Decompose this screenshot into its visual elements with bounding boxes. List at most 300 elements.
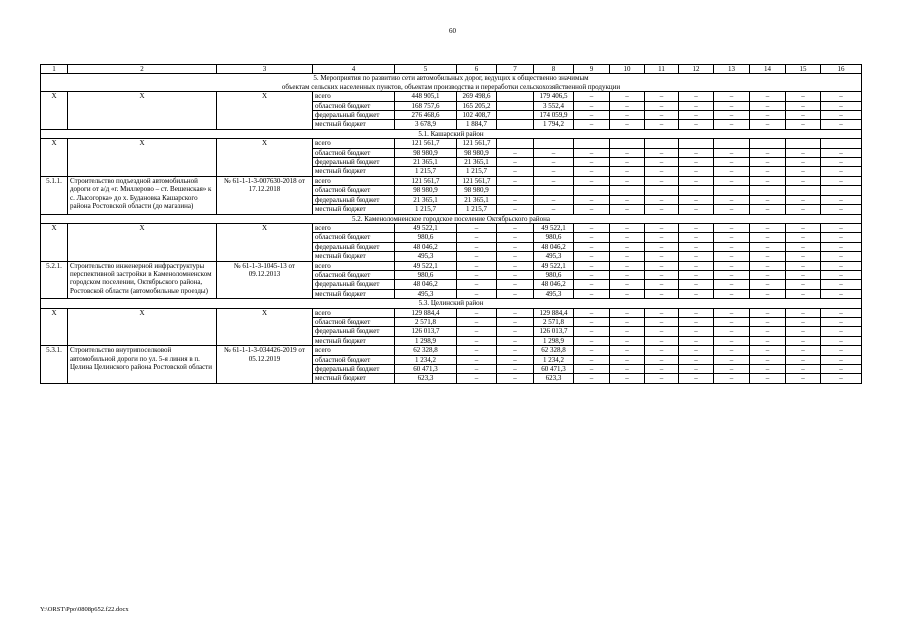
value-cell: – [786,336,821,345]
value-cell: 126 013,7 [395,327,457,336]
value-cell: – [679,336,714,345]
value-cell: – [610,289,645,298]
value-cell: – [610,176,645,185]
value-cell: – [714,289,750,298]
funding-source: местный бюджет [313,374,395,383]
item-name: Х [68,223,217,261]
value-cell: – [786,270,821,279]
value-cell: – [645,120,679,129]
value-cell: – [821,148,862,157]
value-cell: – [534,176,574,185]
value-cell: – [821,355,862,364]
value-cell [750,139,786,148]
value-cell: – [679,111,714,120]
page-number: 60 [449,27,456,35]
value-cell [645,139,679,148]
value-cell: – [574,205,610,214]
value-cell: 623,3 [395,374,457,383]
value-cell: – [750,252,786,261]
value-cell: – [679,374,714,383]
value-cell: – [645,158,679,167]
value-cell: – [786,111,821,120]
value-cell: – [534,195,574,204]
value-cell: – [457,270,497,279]
value-cell: – [534,167,574,176]
section-title-line: 5. Мероприятия по развитию сети автомобильных дорог, ведущих к общественно значимым [313,74,589,83]
value-cell [679,186,714,195]
value-cell: 448 905,1 [395,92,457,101]
value-cell: 48 046,2 [534,242,574,251]
value-cell: – [786,205,821,214]
value-cell: 62 328,8 [534,346,574,355]
value-cell: – [574,101,610,110]
value-cell: – [750,317,786,326]
item-number: 5.1.1. [41,176,68,214]
value-cell: – [457,365,497,374]
value-cell: 174 059,9 [534,111,574,120]
value-cell: – [821,346,862,355]
value-cell: – [457,346,497,355]
value-cell: 1 298,9 [395,336,457,345]
funding-source: областной бюджет [313,148,395,157]
value-cell: – [497,252,534,261]
value-cell: – [786,365,821,374]
value-cell: – [679,101,714,110]
table-row [41,176,862,185]
value-cell: 3 552,4 [534,101,574,110]
value-cell: – [714,280,750,289]
item-number: Х [41,223,68,261]
funding-source: местный бюджет [313,252,395,261]
value-cell: – [750,148,786,157]
value-cell: 495,3 [534,289,574,298]
funding-source: местный бюджет [313,336,395,345]
value-cell: – [610,374,645,383]
value-cell: 168 757,6 [395,101,457,110]
funding-source: федеральный бюджет [313,158,395,167]
value-cell: 98 980,9 [457,186,497,195]
value-cell: – [610,120,645,129]
funding-source: всего [313,261,395,270]
value-cell: – [679,176,714,185]
value-cell: 495,3 [395,252,457,261]
value-cell [497,139,534,148]
value-cell [821,139,862,148]
value-cell: – [821,92,862,101]
column-number-header: 13 [714,65,750,74]
value-cell: 60 471,3 [395,365,457,374]
value-cell: 2 571,8 [395,317,457,326]
value-cell: – [821,261,862,270]
value-cell: – [786,92,821,101]
value-cell: – [497,289,534,298]
value-cell: – [497,176,534,185]
value-cell: – [497,167,534,176]
column-number-header: 8 [534,65,574,74]
value-cell: – [574,336,610,345]
column-number-header: 14 [750,65,786,74]
value-cell: – [610,111,645,120]
value-cell: – [679,92,714,101]
value-cell: 62 328,8 [395,346,457,355]
value-cell: – [610,205,645,214]
value-cell: – [574,242,610,251]
value-cell [645,186,679,195]
value-cell: – [497,261,534,270]
value-cell [497,111,534,120]
value-cell: – [821,327,862,336]
item-name: Строительство подъездной автомобильной дороги от а/д «г. Миллерово – ст. Вешенская» к с. Лысогорка» до х. Будановка Кашарского района Ростовской области (до магазина) [68,176,217,214]
value-cell: – [679,270,714,279]
funding-source: областной бюджет [313,317,395,326]
item-name: Строительство инженерной инфраструктуры перспективной застройки в Каменоломненском городском поселении, Октябрьского района, Ростовской области (автомобильные проезды) [68,261,217,299]
value-cell: – [497,270,534,279]
value-cell: 980,6 [395,270,457,279]
value-cell [574,139,610,148]
value-cell: – [786,355,821,364]
item-name: Х [68,92,217,130]
value-cell: – [750,289,786,298]
value-cell: – [610,317,645,326]
funding-source: всего [313,346,395,355]
value-cell: – [679,205,714,214]
value-cell: – [786,261,821,270]
item-document: Х [217,139,313,177]
item-document: Х [217,92,313,130]
value-cell: 1 234,2 [395,355,457,364]
value-cell: – [786,223,821,232]
item-document: № 61-1-3-1045-13 от 09.12.2013 [217,261,313,299]
value-cell: – [750,308,786,317]
funding-source: федеральный бюджет [313,195,395,204]
value-cell: – [610,148,645,157]
subsection-row [41,214,862,223]
section-title [41,74,862,92]
column-number-header: 11 [645,65,679,74]
value-cell: – [714,308,750,317]
column-number-header: 2 [68,65,217,74]
value-cell: – [610,327,645,336]
value-cell: – [750,280,786,289]
funding-source: всего [313,176,395,185]
value-cell: – [750,336,786,345]
value-cell: – [714,242,750,251]
column-number-header: 1 [41,65,68,74]
value-cell: – [457,317,497,326]
value-cell: – [645,167,679,176]
value-cell: 1 215,7 [395,205,457,214]
value-cell: – [679,120,714,129]
value-cell: – [457,261,497,270]
value-cell: – [497,242,534,251]
header-row [41,65,862,74]
funding-source: всего [313,308,395,317]
value-cell: – [821,120,862,129]
value-cell: – [714,92,750,101]
value-cell: – [786,317,821,326]
value-cell: – [786,252,821,261]
section-title-row [41,74,862,92]
value-cell: – [679,148,714,157]
value-cell [497,120,534,129]
value-cell: – [714,111,750,120]
value-cell [610,139,645,148]
value-cell: – [645,148,679,157]
value-cell: 269 498,6 [457,92,497,101]
value-cell: – [714,327,750,336]
value-cell: – [750,223,786,232]
column-number-header: 15 [786,65,821,74]
value-cell: – [497,158,534,167]
column-number-header: 6 [457,65,497,74]
value-cell: – [645,289,679,298]
value-cell: – [714,195,750,204]
table-row [41,223,862,232]
value-cell: – [750,111,786,120]
value-cell: – [750,242,786,251]
value-cell [497,92,534,101]
value-cell: – [645,374,679,383]
value-cell: – [679,223,714,232]
value-cell: – [574,233,610,242]
funding-source: областной бюджет [313,101,395,110]
value-cell: 21 365,1 [395,158,457,167]
subsection-title: 5.2. Каменоломненское городское поселение Октябрьского района [41,214,862,223]
value-cell: – [786,158,821,167]
value-cell: – [534,205,574,214]
value-cell: – [821,205,862,214]
value-cell: – [497,223,534,232]
value-cell: – [497,346,534,355]
value-cell: – [645,308,679,317]
value-cell: – [645,176,679,185]
item-document: Х [217,308,313,346]
value-cell: – [610,92,645,101]
value-cell: 102 408,7 [457,111,497,120]
value-cell: – [610,261,645,270]
value-cell: 623,3 [534,374,574,383]
value-cell: – [679,280,714,289]
column-number-header: 5 [395,65,457,74]
value-cell: – [750,365,786,374]
value-cell: 1 234,2 [534,355,574,364]
value-cell: – [457,242,497,251]
value-cell: 129 884,4 [395,308,457,317]
value-cell: – [645,365,679,374]
value-cell: – [645,270,679,279]
value-cell: – [457,336,497,345]
value-cell: 48 046,2 [395,280,457,289]
funding-source: федеральный бюджет [313,111,395,120]
table-row [41,261,862,270]
value-cell: – [574,92,610,101]
file-path-footer: Y:\ORST\Ppo\0808p652.f22.docx [40,606,129,613]
value-cell [714,139,750,148]
value-cell: – [574,252,610,261]
value-cell: 126 013,7 [534,327,574,336]
value-cell: – [714,346,750,355]
value-cell: 21 365,1 [395,195,457,204]
value-cell: – [679,289,714,298]
value-cell: 495,3 [534,252,574,261]
value-cell [610,186,645,195]
value-cell: – [714,158,750,167]
value-cell: – [714,317,750,326]
value-cell: – [714,176,750,185]
value-cell: – [714,374,750,383]
value-cell: – [679,365,714,374]
item-document: № 61-1-1-3-007630-2018 от 17.12.2018 [217,176,313,214]
value-cell [821,186,862,195]
value-cell [497,101,534,110]
value-cell: – [574,308,610,317]
value-cell [574,186,610,195]
value-cell: – [610,252,645,261]
value-cell: – [574,195,610,204]
value-cell: – [679,158,714,167]
value-cell: – [574,317,610,326]
value-cell: – [714,120,750,129]
value-cell: – [750,346,786,355]
value-cell: – [821,289,862,298]
value-cell: – [457,233,497,242]
value-cell: – [679,167,714,176]
value-cell: – [786,233,821,242]
funding-source: областной бюджет [313,233,395,242]
value-cell: – [574,148,610,157]
value-cell: – [750,327,786,336]
value-cell: – [610,233,645,242]
value-cell: – [645,317,679,326]
value-cell: – [786,195,821,204]
item-name: Строительство внутрипоселковой автомобильной дороги по ул. 5-я линия в п. Целина Целинского района Ростовской области [68,346,217,384]
value-cell [750,186,786,195]
value-cell: – [786,176,821,185]
value-cell: – [497,327,534,336]
value-cell: – [821,336,862,345]
value-cell: – [497,355,534,364]
value-cell: – [497,148,534,157]
value-cell: – [821,280,862,289]
value-cell: – [574,374,610,383]
value-cell: 2 571,8 [534,317,574,326]
value-cell: 1 215,7 [457,205,497,214]
value-cell: 121 561,7 [457,139,497,148]
value-cell: 3 678,9 [395,120,457,129]
item-number: Х [41,92,68,130]
item-number: Х [41,308,68,346]
value-cell: – [645,233,679,242]
value-cell: – [497,280,534,289]
value-cell: 980,6 [395,233,457,242]
value-cell: – [786,289,821,298]
value-cell: – [750,167,786,176]
value-cell: – [750,101,786,110]
value-cell: 98 980,9 [395,186,457,195]
value-cell: – [497,308,534,317]
value-cell: 1 884,7 [457,120,497,129]
value-cell: 60 471,3 [534,365,574,374]
value-cell: – [786,374,821,383]
value-cell: – [645,223,679,232]
value-cell: – [645,336,679,345]
table-row [41,92,862,101]
value-cell: 49 522,1 [534,261,574,270]
item-number: Х [41,139,68,177]
subsection-title: 5.1. Кашарский район [41,129,862,138]
column-number-header: 3 [217,65,313,74]
value-cell: – [750,270,786,279]
value-cell: – [821,374,862,383]
value-cell: – [786,242,821,251]
value-cell: – [750,374,786,383]
value-cell: – [645,252,679,261]
value-cell: – [645,92,679,101]
value-cell: – [714,148,750,157]
value-cell: – [574,346,610,355]
funding-source: областной бюджет [313,355,395,364]
value-cell: – [610,308,645,317]
value-cell: – [786,120,821,129]
value-cell: – [610,242,645,251]
item-document: Х [217,223,313,261]
value-cell: – [821,270,862,279]
value-cell: – [821,176,862,185]
value-cell: – [645,261,679,270]
value-cell: – [534,148,574,157]
value-cell: – [821,233,862,242]
funding-source: местный бюджет [313,205,395,214]
value-cell: – [574,270,610,279]
value-cell: – [497,336,534,345]
value-cell: – [750,120,786,129]
item-name: Х [68,139,217,177]
value-cell: – [714,355,750,364]
value-cell: 179 406,5 [534,92,574,101]
value-cell: – [610,158,645,167]
value-cell: – [574,327,610,336]
funding-source: федеральный бюджет [313,365,395,374]
value-cell: – [679,317,714,326]
value-cell: – [750,355,786,364]
value-cell: – [497,317,534,326]
value-cell: – [645,242,679,251]
value-cell [534,139,574,148]
value-cell: 980,6 [534,270,574,279]
value-cell: – [679,195,714,204]
funding-source: местный бюджет [313,289,395,298]
item-number: 5.2.1. [41,261,68,299]
value-cell: – [610,336,645,345]
item-document: № 61-1-1-3-034426-2019 от 05.12.2019 [217,346,313,384]
value-cell: – [679,327,714,336]
value-cell: – [679,252,714,261]
value-cell: 1 215,7 [457,167,497,176]
value-cell: – [821,223,862,232]
section-title-line: объектам сельских населенных пунктов, объектам производства и переработки сельскохозяйственной продукции [281,82,621,91]
value-cell: – [714,167,750,176]
value-cell: – [610,195,645,204]
value-cell: 980,6 [534,233,574,242]
column-number-header: 10 [610,65,645,74]
column-number-header: 12 [679,65,714,74]
value-cell: – [679,261,714,270]
value-cell: – [821,252,862,261]
value-cell: – [610,280,645,289]
value-cell: – [574,280,610,289]
value-cell: – [497,233,534,242]
value-cell: 165 205,2 [457,101,497,110]
